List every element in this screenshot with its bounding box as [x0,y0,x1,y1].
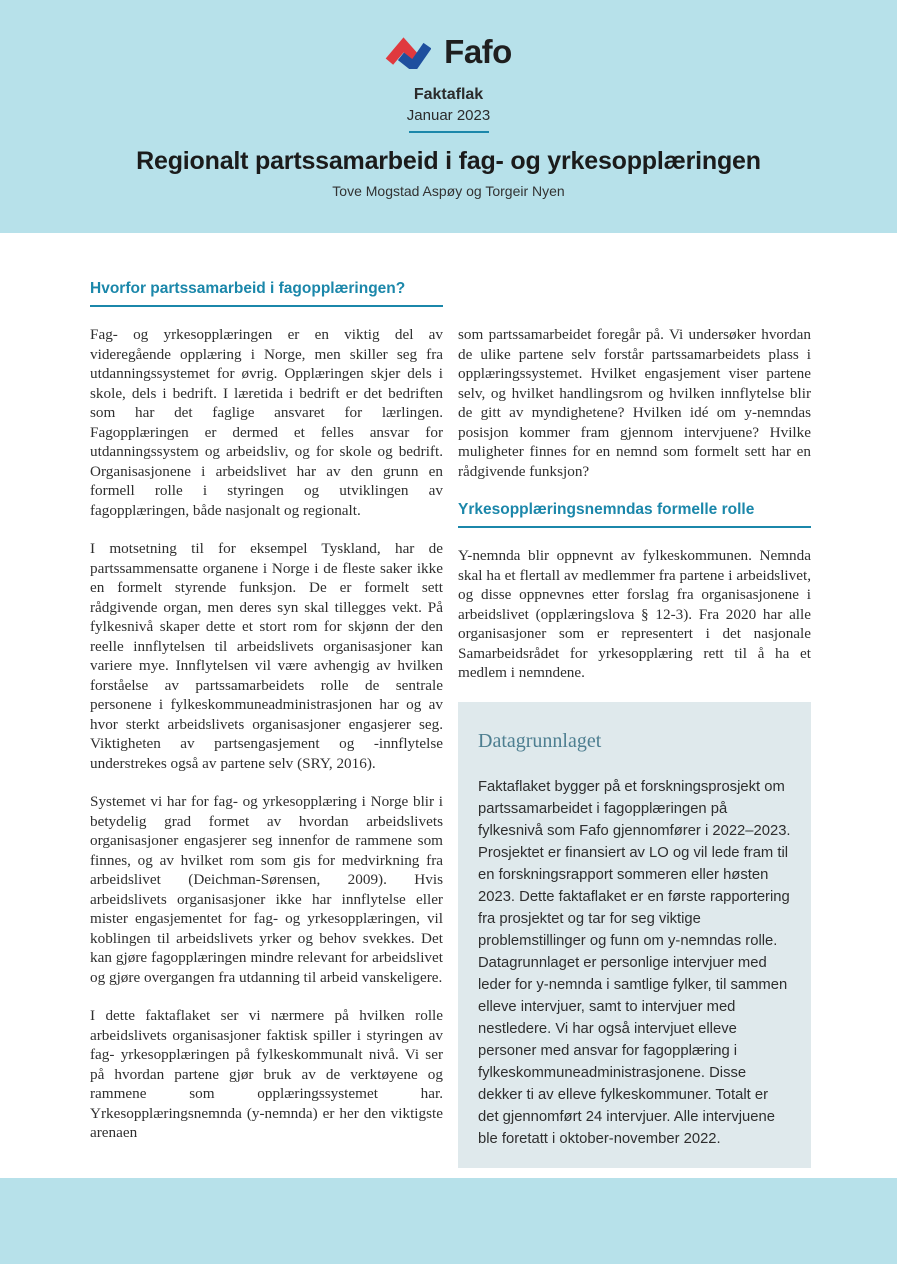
right-column [458,279,811,1168]
left-column [90,279,443,1168]
paragraph: I dette faktaflaket ser vi nærmere på hvilken rolle arbeidslivets organisasjoner faktisk spiller i styringen av fag- yrkesopplæringen på fylkeskommunalt nivå. Vi ser på hvordan partene gjør bruk av de verktøyene og rammene som opplæringssystemet har. Yrkesopplæringsnemnda (y-nemnda) er her den viktigste arenaen [90,1007,443,1141]
paragraph: Fag- og yrkesopplæringen er en viktig del av videregående opplæring i Norge, men skiller seg fra utdanningssystemet for øvrig. Opplæringen skjer dels i skole, dels i bedrift. I læretida i bedrift er det bedriften som har det faglige ansvaret for lærlingen. Fagopplæringen er dermed et felles ansvar for utdanningssystem og arbeidsliv, og for skole og bedrift. Organisasjonene i arbeidslivet har av den grunn en formell rolle i styringen og utviklingen av fagopplæringen, både nasjonalt og regionalt. [90,326,443,519]
info-box-heading: Datagrunnlaget [478,729,602,752]
date-underline [409,131,489,133]
section-heading-formal-role: Yrkesopplæringsnemndas formelle rolle [458,500,811,528]
header-band [0,0,897,233]
fafo-wordmark: Fafo [444,32,512,70]
fafo-logo-icon [385,33,431,69]
article-body [90,233,811,1168]
authors-line: Tove Mogstad Aspøy og Torgeir Nyen [332,183,565,199]
paragraph: Systemet vi har for fag- og yrkesopplæring i Norge blir i betydelig grad formet av hvordan arbeidslivets organisasjoner engasjerer seg innenfor de rammene som finnes, og av hvilket rom som gis for medvirkning fra arbeidslivet (Deichman-Sørensen, 2009). Hvis arbeidslivets organisasjoner ikke har innflytelse eller mister engasjementet for fag- og yrkesopplæringen, vil koblingen til arbeidslivets yrker og behov svekkes. Det kan gjøre fagopplæringen mindre relevant for arbeidslivet og gjøre overgangen fra utdanning til arbeid vanskeligere. [90,793,443,986]
paragraph: Y-nemnda blir oppnevnt av fylkeskommunen. Nemnda skal ha et flertall av medlemmer fra partene i arbeidslivet, og disse oppnevnes etter forslag fra organisasjonene i arbeidslivet (opplæringslova § 12-3). Fra 2020 har alle organisasjoner som er representert i det nasjonale Samarbeidsrådet for yrkesopplæring rett til å ha et medlem i nemndene. [458,547,811,681]
fafo-logo [0,0,897,69]
info-box-text: Faktaflaket bygger på et forskningsprosjekt om partssamarbeidet i fagopplæringen på fylkesnivå som Fafo gjennomfører i 2022–2023. Prosjektet er finansiert av LO og vil lede fram til en forskningsrapport sommeren eller høsten 2023. Dette faktaflaket er en første rapportering fra prosjektet og tar for seg viktige problemstillinger og funn om y-nemndas rolle. Datagrunnlaget er personlige intervjuer med leder for y-nemnda i samtlige fylker, til sammen elleve intervjuer, samt to intervjuer med nestledere. Vi har også intervjuet elleve personer med ansvar for fagopplæring i fylkeskommuneadministrasjonene. Disse dekker ti av elleve fylkeskommuner. Totalt er det gjennomført 24 intervjuer. Alle intervjuene ble foretatt i oktober-november 2022. [478,778,791,1147]
footer-band [0,1178,897,1264]
paragraph: I motsetning til for eksempel Tyskland, har de partssammensatte organene i Norge i de fleste saker ikke en formelt styrende funksjon. De er formelt sett rådgivende organ, men deres syn skal tillegges vekt. På fylkesnivå skaper dette et stort rom for skjønn der den reelle innflytelsen til arbeidslivets organisasjoner kan variere mye. Innflytelsen vil være avhengig av hvilken forståelse av partssamarbeidets rolle de sentrale personene i fylkeskommuneadministrasjonen har og av hvor sterkt arbeidslivets organisasjoner engasjerer seg. Viktigheten av partsengasjement og -innflytelse understrekes også av partene selv (SRY, 2016). [90,540,443,772]
publication-type: Faktaflak [413,86,484,103]
info-box-datagrunnlaget [458,702,811,1168]
paragraph: som partssamarbeidet foregår på. Vi undersøker hvordan de ulike partene selv forstår partssamarbeidets plass i opplæringssystemet. Hvilket engasjement viser partene selv, og hvilket handlingsrom og hvilken innflytelse blir de gitt av myndighetene? Hvilken idé om y-nemndas posisjon kommer fram gjennom intervjuene? Hvilke muligheter finnes for en nemnd som formelt sett har en rådgivende funksjon? [458,326,811,480]
page-title: Regionalt partssamarbeid i fag- og yrkesopplæringen [136,147,761,175]
publication-date: Januar 2023 [406,107,491,124]
section-heading-why-partssamarbeid: Hvorfor partssamarbeid i fagopplæringen? [90,279,443,307]
